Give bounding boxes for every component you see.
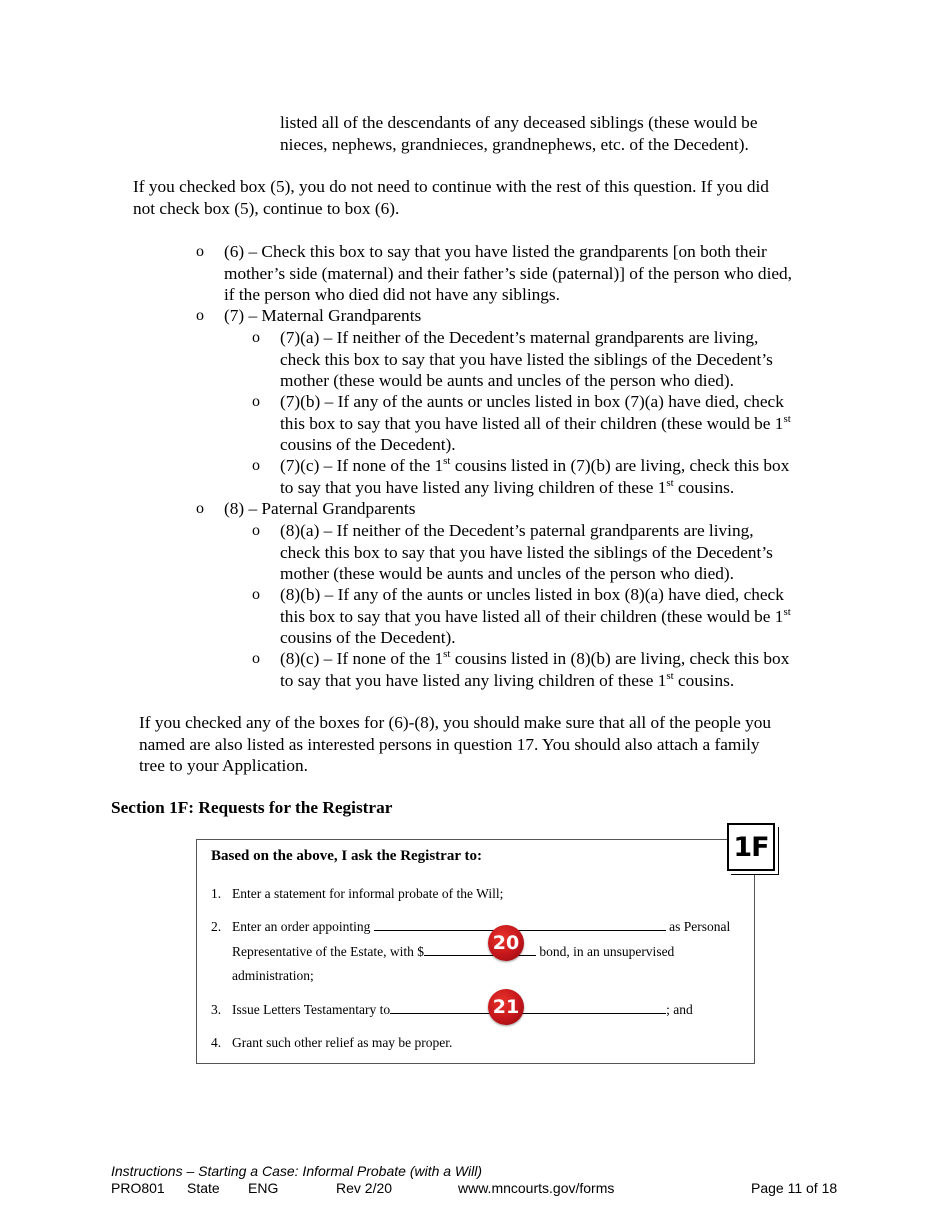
list-item-8: o (8) – Paternal Grandparents [196,499,416,518]
section-1f-tag: 1F [727,823,775,871]
item-number: 3. [211,1002,222,1017]
bullet-icon: o [252,650,260,667]
footer-language: ENG [248,1180,279,1196]
box5-paragraph: If you checked box (5), you do not need to continue with the rest of this question. If you did not check box (5), continue to box (6). [133,177,769,218]
bullet-icon: o [252,393,260,410]
bullet-icon: o [196,243,204,260]
section-title: Section 1F: Requests for the Registrar [111,798,393,817]
intro-text: listed all of the descendants of any deceased siblings (these would be nieces, nephews, grandnieces, grandnephews, etc. of the Decedent). [280,113,758,154]
footer-title: Instructions – Starting a Case: Informal Probate (with a Will) [111,1163,483,1179]
list-item-7: o (7) – Maternal Grandparents [196,306,422,325]
list-item-7c: o (7)(c) – If none of the 1st cousins listed in (7)(b) are living, check this box to say that you have listed any living children of these 1st cousins. [252,455,790,497]
callout-badge-21: 21 [488,989,524,1025]
item-number: 4. [211,1035,222,1050]
callout-badge-20: 20 [488,925,524,961]
list-item-6: o (6) – Check this box to say that you have listed the grandparents [on both their mother’s side (maternal) and their father’s side (paternal)] of the person who died, if the person who died did not have any siblings. [196,242,793,304]
form-excerpt-box [196,839,755,1064]
footer-form-code: PRO801 [111,1180,165,1196]
item-number: 1. [211,886,222,901]
form-item-2-line3: administration; [232,968,314,983]
boxes-6-8-paragraph: If you checked any of the boxes for (6)-(8), you should make sure that all of the people you named are also listed as interested persons in question 17. You should also attach a family tree to your Application. [139,713,772,775]
form-item-3: Issue Letters Testamentary to ; and [232,1002,693,1017]
bullet-icon: o [252,586,260,603]
form-item-2-line2: Representative of the Estate, with $ bond, in an unsupervised [232,944,675,959]
form-item-1: Enter a statement for informal probate of the Will; [232,886,504,901]
list-item-7a: o (7)(a) – If neither of the Decedent’s maternal grandparents are living, check this box to say that you have listed the siblings of the Decedent’s mother (these would be aunts and uncles of the person who died). [252,328,773,390]
list-item-8a: o (8)(a) – If neither of the Decedent’s paternal grandparents are living, check this box to say that you have listed the siblings of the Decedent’s mother (these would be aunts and uncles of the person who died). [252,521,773,583]
footer-revision: Rev 2/20 [336,1180,393,1196]
bullet-icon: o [196,500,204,517]
form-item-2-line1: Enter an order appointing as Personal [232,919,731,934]
bullet-icon: o [252,457,260,474]
bullet-icon: o [252,329,260,346]
form-item-4: Grant such other relief as may be proper. [232,1035,453,1050]
bullet-icon: o [196,307,204,324]
personal-rep-blank [374,919,666,931]
list-item-8c: o (8)(c) – If none of the 1st cousins listed in (8)(b) are living, check this box to say that you have listed any living children of these 1st cousins. [252,648,790,690]
bullet-icon: o [252,522,260,539]
list-item-7b: o (7)(b) – If any of the aunts or uncles listed in box (7)(a) have died, check this box to say that you have listed all of their children (these would be 1st cousins of the Decedent). [252,392,791,454]
form-header: Based on the above, I ask the Registrar to: [211,848,482,864]
item-number: 2. [211,919,222,934]
footer-page-number: Page 11 of 18 [751,1180,838,1196]
footer-state: State [187,1180,220,1196]
list-item-8b: o (8)(b) – If any of the aunts or uncles listed in box (8)(a) have died, check this box to say that you have listed all of their children (these would be 1st cousins of the Decedent). [252,585,791,647]
footer-url[interactable]: www.mncourts.gov/forms [458,1180,615,1196]
letters-recipient-blank [390,1002,666,1014]
